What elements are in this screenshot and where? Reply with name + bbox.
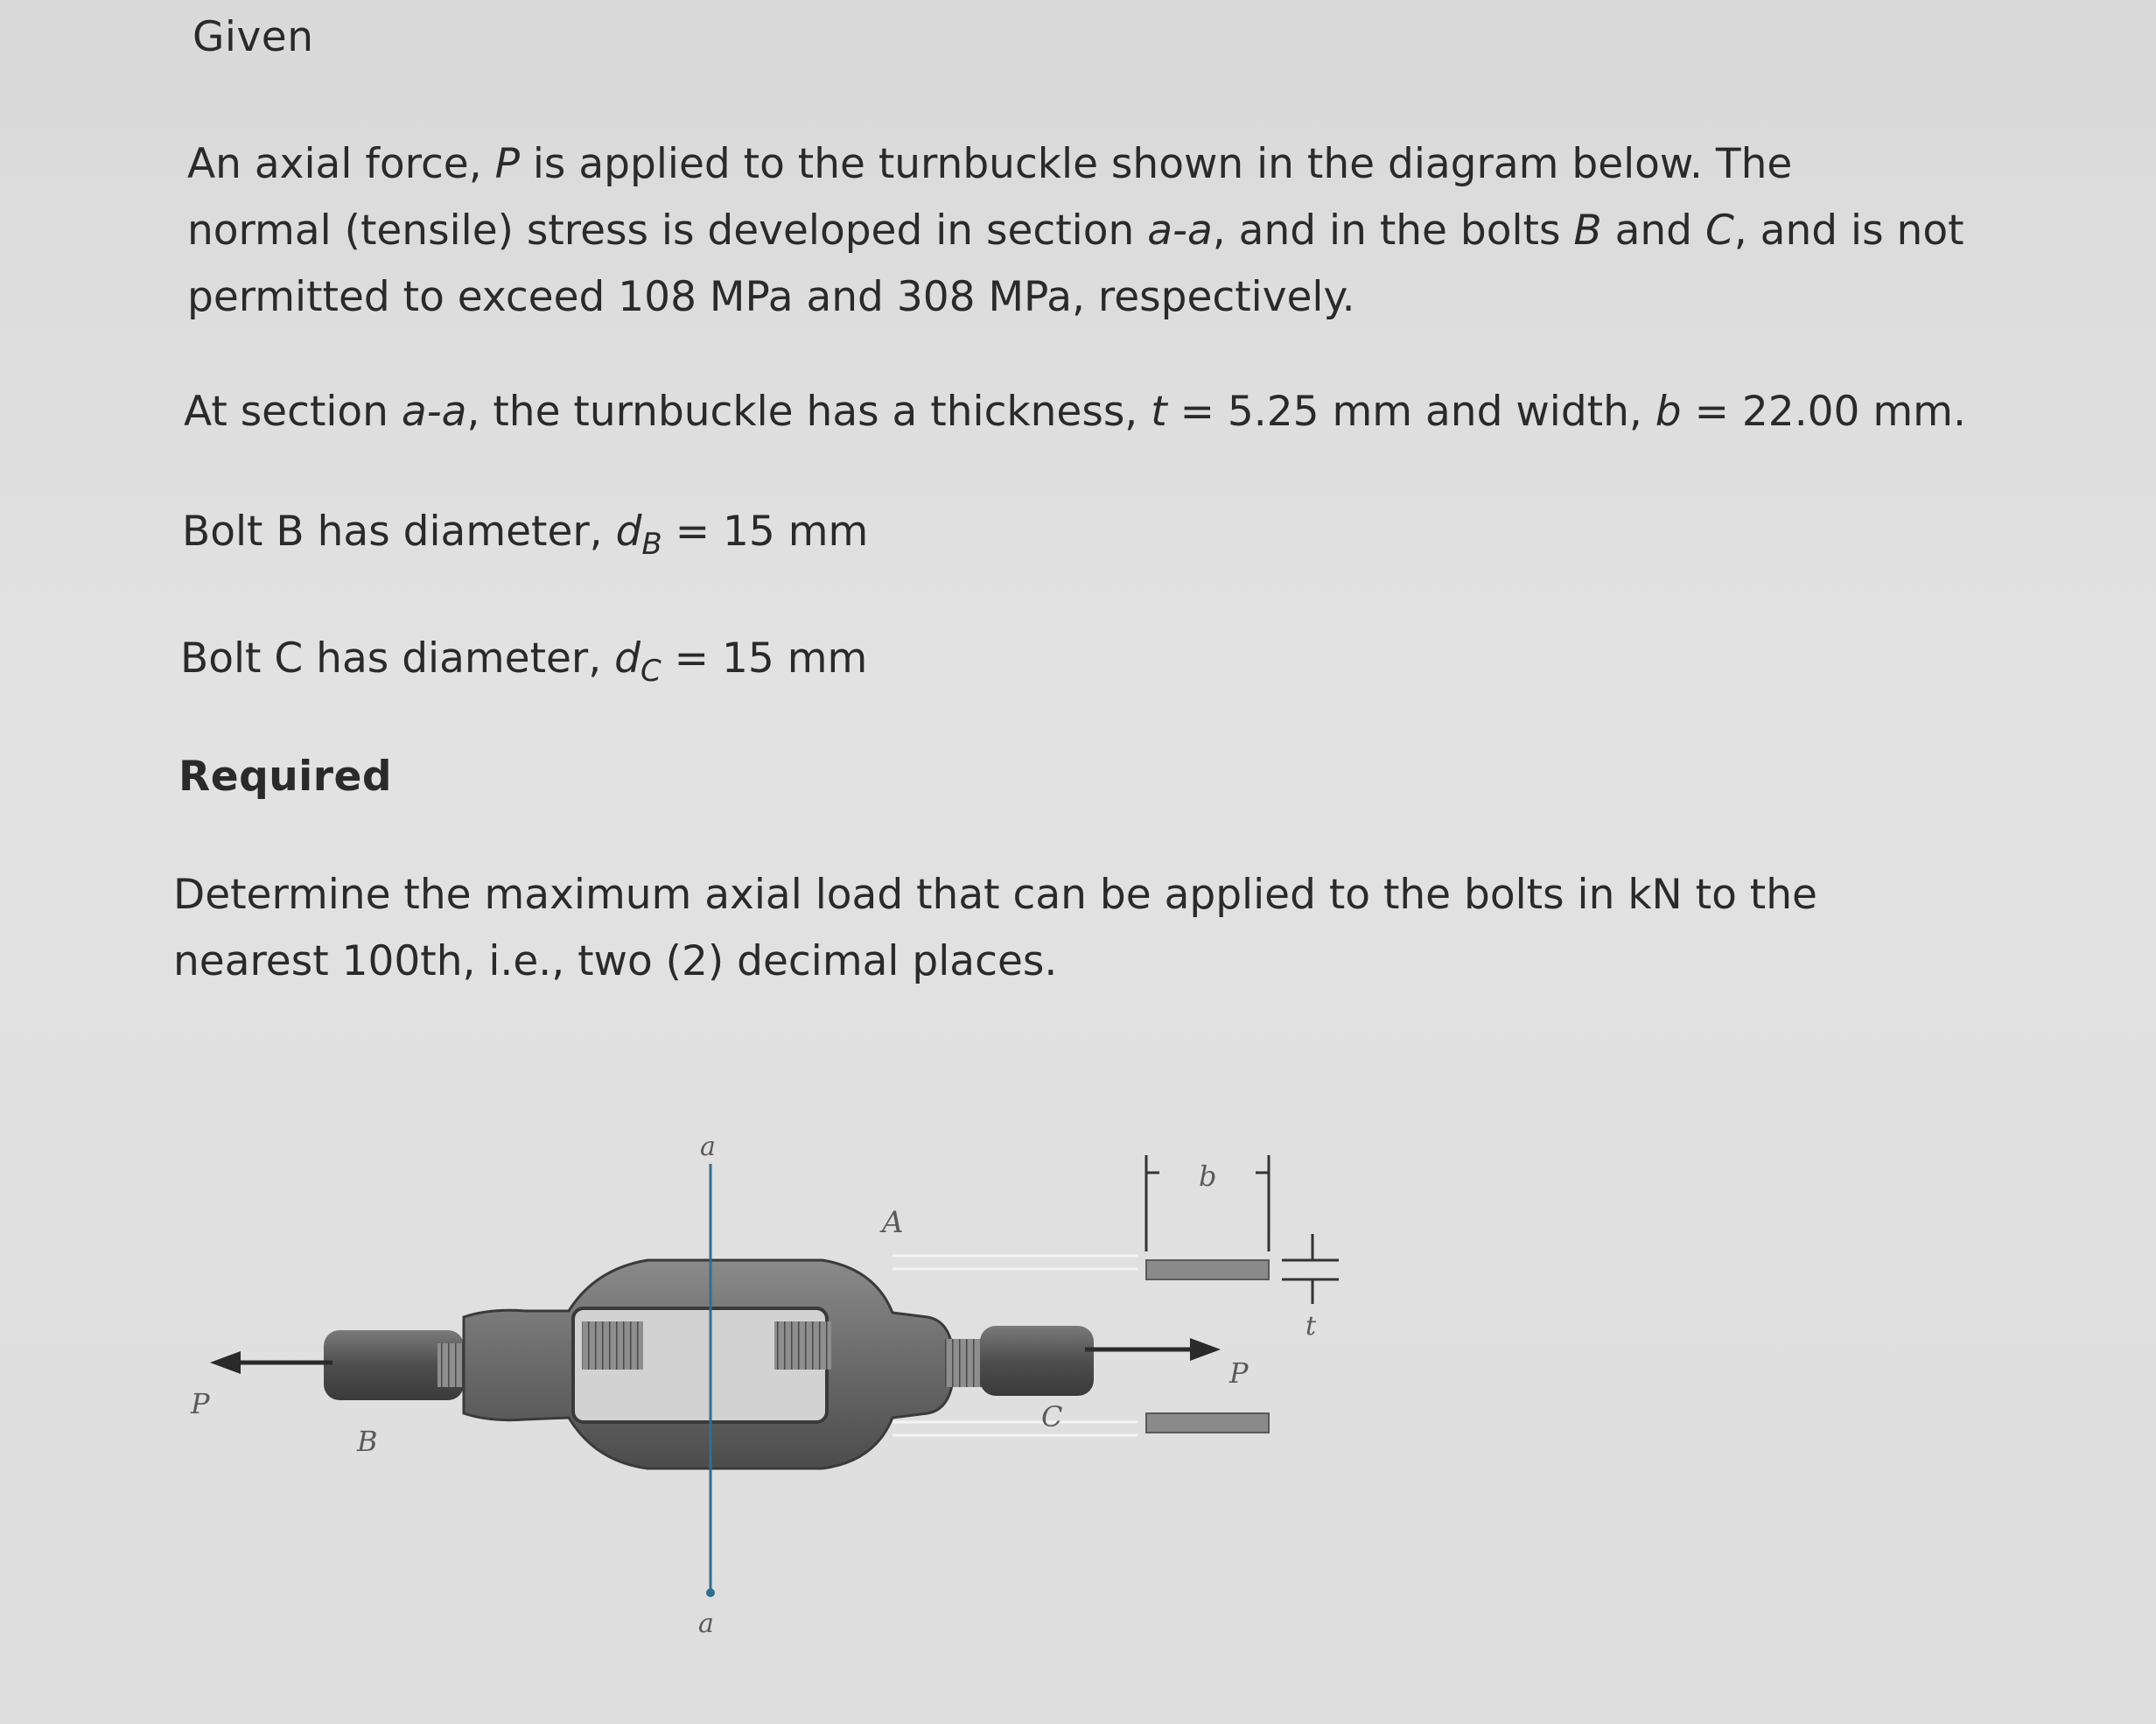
var-t: t bbox=[1151, 388, 1167, 436]
label-A: A bbox=[882, 1205, 904, 1240]
problem-statement bbox=[187, 131, 2025, 331]
section-dimensions bbox=[184, 379, 1966, 445]
force-arrow-left bbox=[210, 1351, 332, 1374]
label-C: C bbox=[1041, 1400, 1063, 1433]
subscript-C: C bbox=[640, 654, 662, 689]
text: Bolt B has diameter, bbox=[182, 508, 616, 556]
text: , and is not bbox=[1733, 207, 1964, 255]
force-arrow-right bbox=[1085, 1338, 1221, 1361]
bolt-b-diameter bbox=[182, 499, 868, 565]
section-line-end bbox=[706, 1588, 715, 1597]
label-a-bottom: a bbox=[698, 1608, 714, 1639]
var-b: b bbox=[1655, 388, 1682, 436]
text: and bbox=[1601, 207, 1705, 255]
var-P: P bbox=[494, 140, 520, 188]
label-P-right: P bbox=[1229, 1356, 1249, 1390]
text: nearest 100th, i.e., two (2) decimal places. bbox=[173, 937, 1058, 985]
subscript-B: B bbox=[641, 527, 662, 562]
label-a-top: a bbox=[700, 1132, 716, 1162]
cross-section-top bbox=[1146, 1260, 1269, 1279]
text: = 15 mm bbox=[661, 634, 868, 683]
text: permitted to exceed 108 MPa and 308 MPa, respectively. bbox=[187, 273, 1355, 321]
var-aa: a-a bbox=[1147, 207, 1213, 255]
var-B: B bbox=[1573, 207, 1602, 255]
label-P-left: P bbox=[191, 1387, 210, 1420]
text: = 5.25 mm and width, bbox=[1166, 388, 1656, 436]
label-B: B bbox=[357, 1425, 378, 1458]
label-b: b bbox=[1199, 1160, 1217, 1193]
turnbuckle-body bbox=[464, 1260, 954, 1468]
text: At section bbox=[184, 388, 402, 436]
text: normal (tensile) stress is developed in section bbox=[187, 207, 1148, 255]
bolt-b bbox=[324, 1330, 486, 1400]
bolt-c bbox=[945, 1326, 1094, 1396]
text: , and in the bolts bbox=[1212, 207, 1574, 255]
text: = 15 mm bbox=[662, 508, 869, 556]
required-heading: Required bbox=[178, 753, 392, 801]
text: Determine the maximum axial load that can be applied to the bolts in kN to the bbox=[173, 871, 1817, 919]
text: , the turnbuckle has a thickness, bbox=[466, 388, 1152, 436]
given-heading: Given bbox=[192, 13, 314, 61]
bolt-c-diameter bbox=[180, 626, 867, 692]
dimension-t bbox=[1282, 1234, 1339, 1304]
var-C: C bbox=[1704, 207, 1734, 255]
var-aa: a-a bbox=[401, 388, 467, 436]
text: An axial force, bbox=[187, 140, 495, 188]
var-d: d bbox=[614, 634, 640, 683]
required-statement bbox=[173, 862, 2011, 995]
text: is applied to the turnbuckle shown in the diagram below. The bbox=[519, 140, 1793, 188]
cross-section-bottom bbox=[1146, 1413, 1269, 1433]
text: = 22.00 mm. bbox=[1681, 388, 1966, 436]
label-t: t bbox=[1306, 1311, 1317, 1342]
text: Bolt C has diameter, bbox=[180, 634, 615, 683]
turnbuckle-diagram bbox=[175, 1120, 1400, 1645]
var-d: d bbox=[615, 508, 642, 556]
